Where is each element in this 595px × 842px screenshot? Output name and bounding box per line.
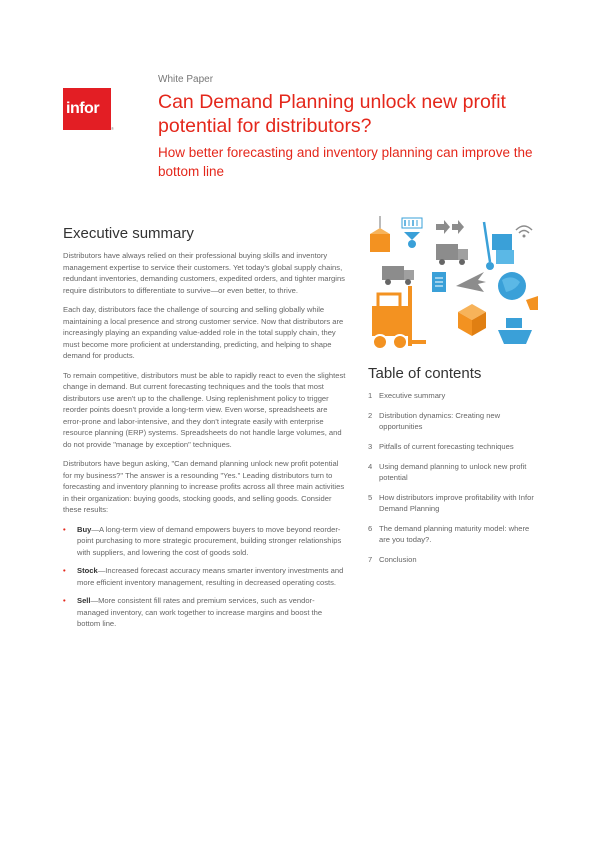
forklift-icon	[372, 286, 426, 349]
toc-item[interactable]: 3 Pitfalls of current forecasting techniques	[368, 442, 514, 451]
paragraph: To remain competitive, distributors must be able to rapidly react to even the slightest change in demand. But current forecasting techniques and the tools that most distributors use aren't up to the challenge. Using replenishment policy to trigger reorder points doesn't provide a long-term view. Even worse, spreadsheets are error-prone and labor-intensive, and they don't integrate easily with enterprise resource planning (ERP) systems. Spreadsheets do not handle large volumes, and do not provide "manage by exception" techniques.	[63, 370, 346, 449]
hand-truck-icon	[484, 222, 514, 270]
bullet: •	[63, 524, 66, 534]
toc-item[interactable]: 4 Using demand planning to unlock new profit potential	[368, 462, 527, 482]
table-of-contents	[368, 390, 538, 574]
delivery-van-icon	[382, 266, 414, 285]
page-title: Can Demand Planning unlock new profit potential for distributors?	[158, 91, 506, 137]
barcode-scan-icon	[402, 218, 422, 248]
list-item	[63, 595, 346, 630]
page-subtitle: How better forecasting and inventory planning can improve the bottom line	[158, 145, 533, 179]
logistics-illustration	[366, 214, 538, 374]
toc-item[interactable]: 6 The demand planning maturity model: where are you today?.	[368, 524, 530, 544]
transfer-arrows-icon	[436, 220, 464, 234]
toc-item[interactable]: 2 Distribution dynamics: Creating new opportunities	[368, 411, 501, 431]
bullet-term: Sell	[77, 596, 91, 605]
truck-icon	[436, 244, 468, 265]
crane-icon	[370, 216, 390, 252]
toc-item[interactable]: 1 Executive summary	[368, 391, 446, 400]
cargo-ship-icon	[498, 318, 532, 344]
infor-logo	[63, 88, 111, 130]
executive-summary-heading: Executive summary	[63, 225, 194, 242]
globe-icon	[498, 272, 526, 300]
bullet-text: —Increased forecast accuracy means smarter inventory investments and more efficient inventory management, resulting in decreased operating costs.	[77, 566, 344, 587]
paragraph: Distributors have always relied on their professional buying skills and inventory management expertise to service their customers. Yet today's global supply chains, redundant inventories, demanding customers, expedited orders, and tighter margins require distributors to differentiate to survive—or even better, to thrive.	[63, 251, 345, 295]
logo-trademark: ®	[111, 126, 114, 131]
bullet-text: —More consistent fill rates and premium services, such as vendor-managed inventory, can work together to increase margins and boost the bottom line.	[77, 596, 323, 628]
document-type-label: White Paper	[158, 74, 214, 85]
tag-icon	[526, 296, 538, 310]
bullet: •	[63, 566, 66, 575]
wifi-icon	[516, 226, 532, 238]
executive-summary-body	[63, 250, 346, 637]
bullet: •	[63, 596, 66, 605]
toc-item[interactable]: 7 Conclusion	[368, 555, 417, 564]
package-icon	[458, 304, 486, 336]
paragraph: Distributors have begun asking, "Can demand planning unlock new profit potential for my business?" The answer is a resounding "Yes." Leading distributors turn to forecasting and inventory planning to increase profits across all three main activities in their organization: buying goods, stocking goods, and selling goods. Consider these results:	[63, 459, 345, 514]
toc-heading: Table of contents	[368, 365, 482, 382]
toc-item[interactable]: 5 How distributors improve profitability with Infor Demand Planning	[368, 493, 534, 513]
list-item	[63, 524, 346, 559]
bullet-term: Buy	[77, 524, 92, 534]
airplane-icon	[456, 272, 486, 292]
results-list	[63, 524, 346, 630]
bullet-text: —A long-term view of demand empowers buyers to move beyond reorder-point purchasing to more strategic procurement, building stronger relationships with suppliers, and lowering the cost of goods sold.	[77, 524, 342, 557]
logo-text: infor	[66, 100, 100, 117]
paragraph: Each day, distributors face the challenge of sourcing and selling globally while maintaining a local presence and strong customer service. Now that distributors are increasingly playing an expanding value-added role in the total supply chain, they must become more proficient at understanding, predicting, and helping to shape demand for products.	[63, 305, 344, 360]
clipboard-icon	[432, 272, 446, 292]
bullet-term: Stock	[77, 566, 98, 575]
list-item	[63, 565, 346, 588]
